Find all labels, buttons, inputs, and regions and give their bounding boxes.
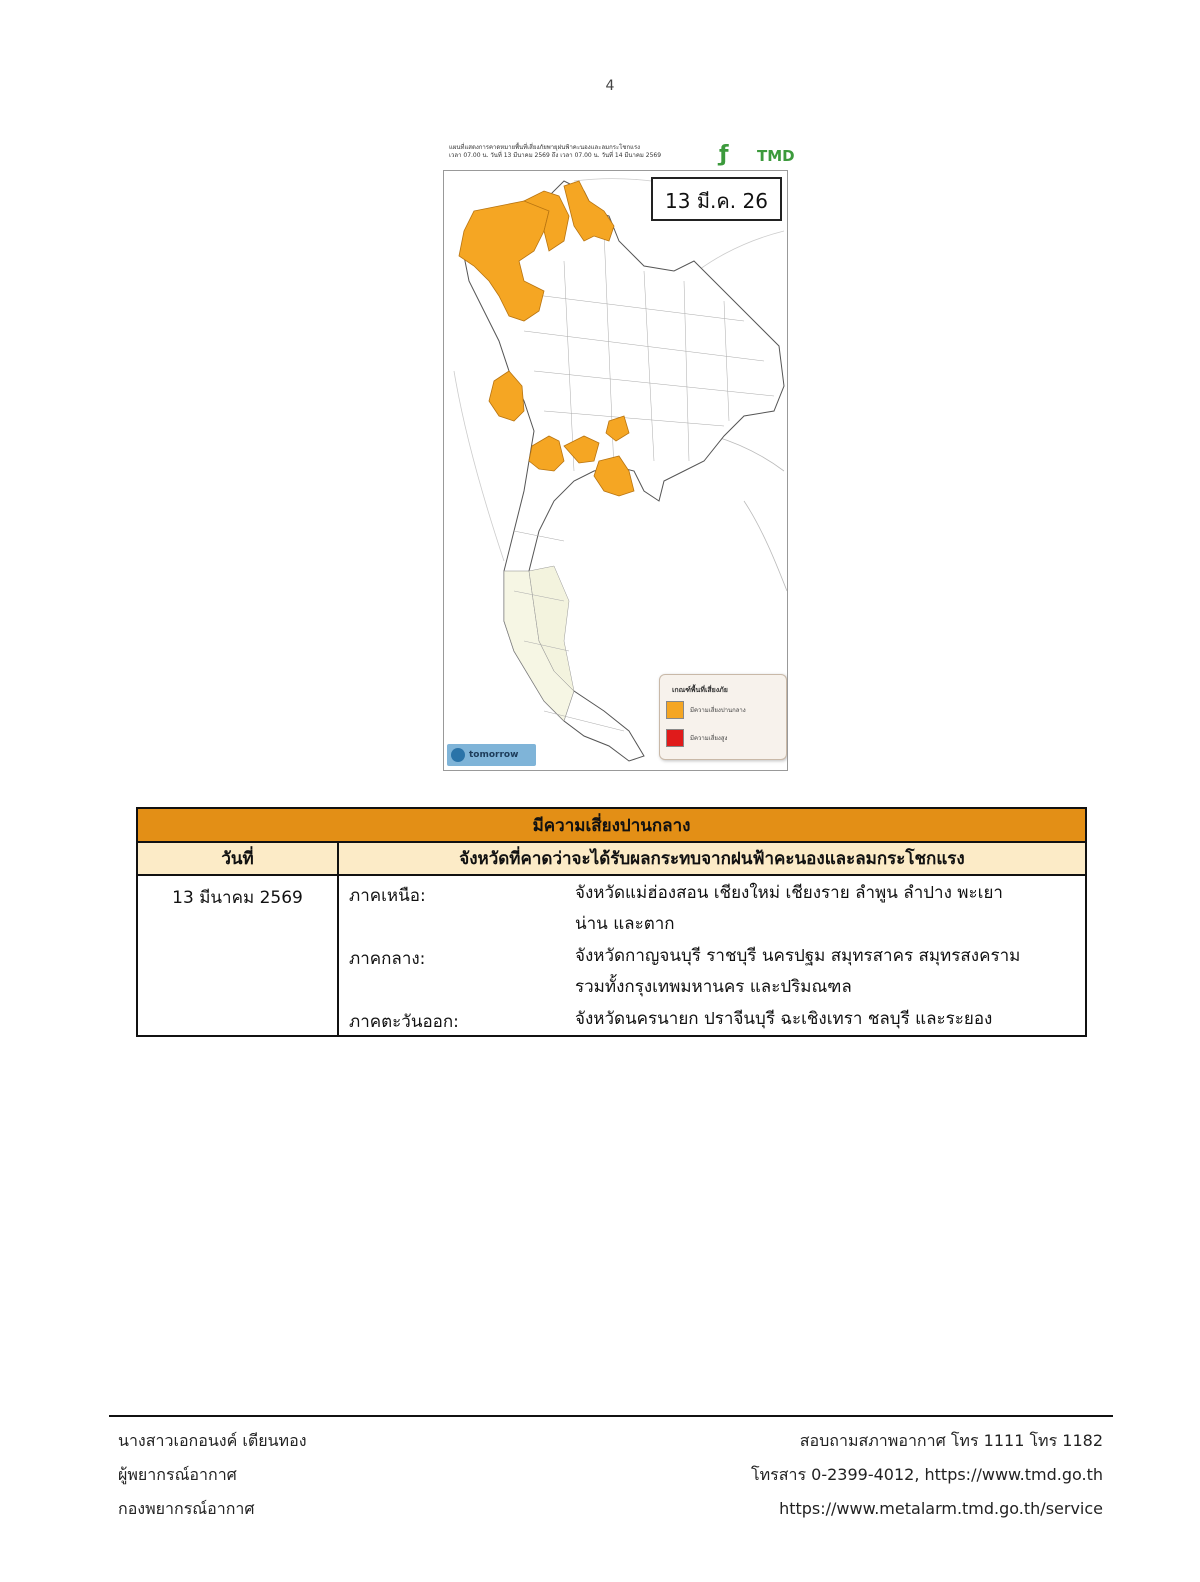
- forecaster-name: นางสาวเอกอนงค์ เตียนทอง: [118, 1431, 307, 1450]
- risk-map-figure: [443, 138, 795, 771]
- forecaster-title: ผู้พยากรณ์อากาศ: [118, 1465, 237, 1484]
- region-central-provinces-line-1: จังหวัดกาญจนบุรี ราชบุรี นครปฐม สมุทรสาคร สมุทรสงคราม: [575, 946, 1021, 966]
- legend-swatch-medium: [666, 701, 684, 719]
- risk-level-banner: มีความเสี่ยงปานกลาง: [137, 808, 1086, 842]
- map-header-text: [449, 144, 719, 160]
- region-central-provinces-line-2: รวมทั้งกรุงเทพมหานคร และปริมณฑล: [575, 977, 852, 997]
- map-header-line-2: เวลา 07.00 น. วันที่ 13 มีนาคม 2569 ถึง เวลา 07.00 น. วันที่ 14 มีนาคม 2569: [449, 152, 662, 159]
- map-date-stamp: 13 มี.ค. 26: [651, 177, 782, 221]
- agency-logo-icon: ƒ: [719, 142, 729, 167]
- region-east-provinces-line-1: จังหวัดนครนายก ปราจีนบุรี ฉะเชิงเทรา ชลบุรี และระยอง: [575, 1009, 993, 1029]
- contact-phone: สอบถามสภาพอากาศ โทร 1111 โทร 1182: [799, 1431, 1103, 1450]
- column-header-provinces: จังหวัดที่คาดว่าจะได้รับผลกระทบจากฝนฟ้าคะนองและลมกระโชกแรง: [338, 842, 1086, 875]
- legend-label-medium: มีความเสี่ยงปานกลาง: [690, 707, 746, 714]
- contact-service-link[interactable]: https://www.metalarm.tmd.go.th/service: [779, 1499, 1103, 1518]
- legend-item-high: [666, 729, 780, 747]
- region-north-label: ภาคเหนือ:: [349, 886, 426, 906]
- forecast-date: 13 มีนาคม 2569: [137, 875, 338, 1036]
- map-legend: [659, 674, 787, 760]
- tomorrow-badge-label: tomorrow: [469, 750, 519, 760]
- legend-swatch-high: [666, 729, 684, 747]
- region-east-label: ภาคตะวันออก:: [349, 1012, 459, 1032]
- risk-table: [136, 807, 1087, 1037]
- footer-divider: [109, 1415, 1113, 1417]
- column-header-date: วันที่: [137, 842, 338, 875]
- legend-item-medium: [666, 701, 780, 719]
- legend-label-high: มีความเสี่ยงสูง: [690, 735, 728, 742]
- provinces-cell: [338, 875, 1086, 1036]
- region-east-provinces: [575, 1004, 1071, 1035]
- page-number: 4: [605, 78, 615, 94]
- map-header: [443, 138, 795, 170]
- region-central-label: ภาคกลาง:: [349, 949, 426, 969]
- tomorrow-logo-icon: [451, 748, 465, 762]
- region-central-provinces: [575, 941, 1071, 1003]
- footer-signature: [118, 1424, 307, 1526]
- region-north-provinces: [575, 878, 1071, 940]
- map-frame: [443, 170, 788, 771]
- region-north-provinces-line-2: น่าน และตาก: [575, 914, 675, 934]
- forecaster-division: กองพยากรณ์อากาศ: [118, 1499, 255, 1518]
- footer-contact: [751, 1424, 1103, 1526]
- tmd-logo: TMD: [757, 147, 795, 165]
- contact-fax-website[interactable]: โทรสาร 0-2399-4012, https://www.tmd.go.th: [751, 1465, 1103, 1484]
- legend-title: เกณฑ์พื้นที่เสี่ยงภัย: [672, 686, 728, 694]
- table-row: [137, 875, 1086, 1036]
- region-north-provinces-line-1: จังหวัดแม่ฮ่องสอน เชียงใหม่ เชียงราย ลำพูน ลำปาง พะเยา: [575, 883, 1003, 903]
- map-header-line-1: แผนที่แสดงการคาดหมายพื้นที่เสี่ยงภัยพายุฝนฟ้าคะนองและลมกระโชกแรง: [449, 144, 641, 151]
- tomorrow-badge: [447, 744, 536, 766]
